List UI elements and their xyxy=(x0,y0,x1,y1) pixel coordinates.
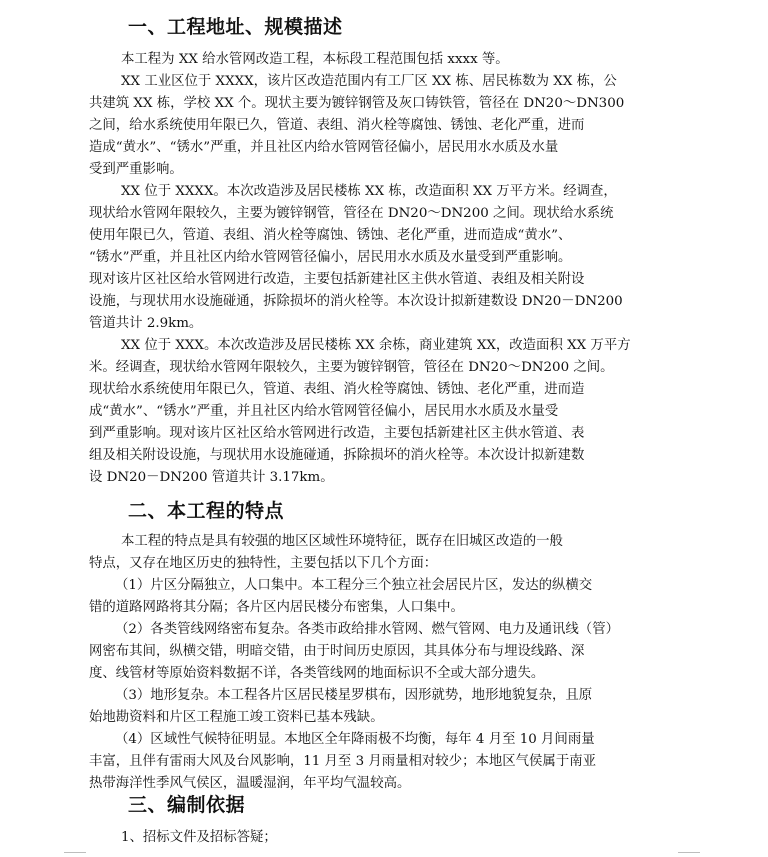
crop-mark-right xyxy=(678,852,700,853)
section-heading-basis: 三、编制依据 xyxy=(128,794,246,816)
text-line: “锈水”严重，并且社区内给水管网管径偏小，居民用水水质及水量受到严重影响。 xyxy=(89,250,572,265)
text-line: 度、线管材等原始资料数据不详，各类管线网的地面标识不全或大部分遗失。 xyxy=(89,666,545,681)
text-line: 管道共计 2.9km。 xyxy=(89,316,203,331)
text-line: 网密布其间，纵横交错，明暗交错，由于时间历史原因，其具体分布与埋设线路、深 xyxy=(89,644,585,659)
section-heading-site-scale: 一、工程地址、规模描述 xyxy=(128,16,343,38)
text-line: 之间，给水系统使用年限已久，管道、表组、消火栓等腐蚀、锈蚀、老化严重，进而 xyxy=(89,118,585,133)
text-line: 成“黄水”、“锈水”严重，并且社区内给水管网管径偏小，居民用水水质及水量受 xyxy=(89,404,559,419)
text-line: 始地勘资料和片区工程施工竣工资料已基本残缺。 xyxy=(89,710,384,725)
text-line: 本工程为 XX 给水管网改造工程，本标段工程范围包括 xxxx 等。 xyxy=(121,52,509,67)
text-line: 本工程的特点是具有较强的地区区域性环境特征，既存在旧城区改造的一般 xyxy=(121,534,563,549)
text-line: 现对该片区社区给水管网进行改造，主要包括新建社区主供水管道、表组及相关附设 xyxy=(89,272,585,287)
text-line: （2）各类管线网络密布复杂。各类市政给排水管网、燃气管网、电力及通讯线（管） xyxy=(115,622,619,637)
text-line: 特点，又存在地区历史的独特性，主要包括以下几个方面： xyxy=(89,556,438,571)
text-line: XX 工业区位于 XXXX，该片区改造范围内有工厂区 XX 栋、居民栋数为 XX 栋，公 xyxy=(121,74,617,89)
text-line: （4）区域性气候特征明显。本地区全年降雨极不均衡，每年 4 月至 10 月间雨量 xyxy=(115,732,595,747)
crop-mark-left xyxy=(64,852,86,853)
text-line: 使用年限已久，管道、表组、消火栓等腐蚀、锈蚀、老化严重，进而造成“黄水”、 xyxy=(89,228,572,243)
text-line: XX 位于 XXXX。本次改造涉及居民楼栋 XX 栋，改造面积 XX 万平方米。经调查， xyxy=(121,184,617,199)
text-line: 共建筑 XX 栋，学校 XX 个。现状主要为镀锌钢管及灰口铸铁管，管径在 DN20～DN300 xyxy=(89,96,625,111)
text-line: 到严重影响。现对该片区社区给水管网进行改造，主要包括新建社区主供水管道、表 xyxy=(89,426,585,441)
text-line: （1）片区分隔独立，人口集中。本工程分三个独立社会居民片区，发达的纵横交 xyxy=(115,578,593,593)
text-line: 丰富，且伴有雷雨大风及台风影响，11 月至 3 月雨量相对较少；本地区气侯属于南亚 xyxy=(89,754,596,769)
text-line: （3）地形复杂。本工程各片区居民楼星罗棋布，因形就势，地形地貌复杂，且原 xyxy=(115,688,593,703)
section-heading-features: 二、本工程的特点 xyxy=(128,500,285,522)
text-line: 米。经调查，现状给水管网年限较久，主要为镀锌钢管，管径在 DN20～DN200 之间。 xyxy=(89,360,614,375)
text-line: 热带海洋性季风气侯区，温暖湿润，年平均气温较高。 xyxy=(89,776,411,791)
text-line: 设 DN20－DN200 管道共计 3.17km。 xyxy=(89,470,334,485)
text-line: 受到严重影响。 xyxy=(89,162,183,177)
text-line: XX 位于 XXX。本次改造涉及居民楼栋 XX 余栋，商业建筑 XX，改造面积 XX 万平方 xyxy=(121,338,631,353)
text-line: 错的道路网路将其分隔；各片区内居民楼分布密集，人口集中。 xyxy=(89,600,464,615)
text-line: 设施，与现状用水设施碰通，拆除损坏的消火栓等。本次设计拟新建数设 DN20－DN200 xyxy=(89,294,623,309)
text-line: 现状给水管网年限较久，主要为镀锌钢管，管径在 DN20～DN200 之间。现状给水系统 xyxy=(89,206,614,221)
text-line: 造成“黄水”、“锈水”严重，并且社区内给水管网管径偏小，居民用水水质及水量 xyxy=(89,140,559,155)
list-item: 1、招标文件及招标答疑； xyxy=(121,830,277,845)
text-line: 现状给水系统使用年限已久，管道、表组、消火栓等腐蚀、锈蚀、老化严重，进而造 xyxy=(89,382,585,397)
text-line: 组及相关附设设施，与现状用水设施碰通，拆除损坏的消火栓等。本次设计拟新建数 xyxy=(89,448,585,463)
